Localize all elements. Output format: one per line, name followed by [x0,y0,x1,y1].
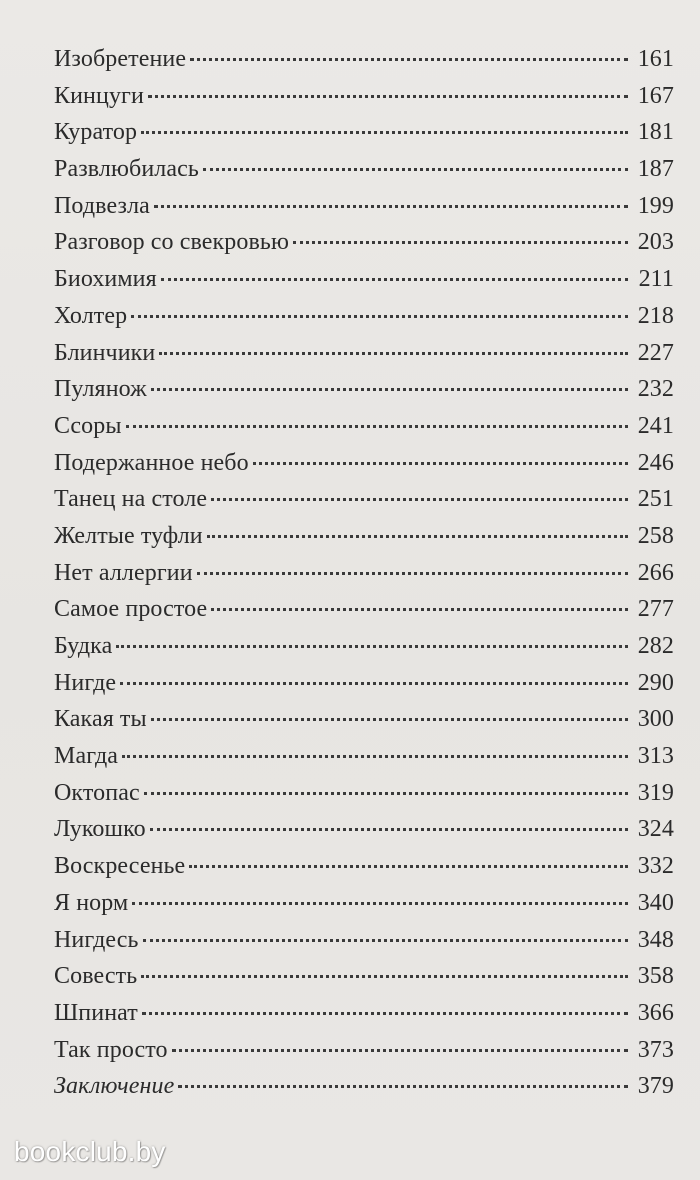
toc-entry [54,83,674,120]
toc-entry-title: Будка [54,633,113,659]
toc-entry [54,266,674,303]
toc-entry-title: Нет аллергии [54,559,193,586]
toc-entry-title: Так просто [54,1036,168,1063]
toc-entry [54,670,674,707]
toc-entry-page-number: 282 [637,633,674,659]
toc-entry-title: Желтые туфли [54,522,203,549]
toc-leader-dots [141,131,628,134]
toc-leader-dots [132,902,628,905]
toc-entry-title: Куратор [54,119,138,146]
toc-entry-title: Холтер [54,302,128,329]
toc-entry [54,413,674,450]
toc-entry-title: Кинцуги [54,82,144,109]
toc-entry-page-number: 167 [637,82,674,109]
toc-leader-dots [143,939,628,942]
toc-leader-dots [211,608,628,611]
toc-entry-page-number: 161 [637,46,674,72]
toc-leader-dots [197,572,628,575]
toc-leader-dots [154,205,628,208]
toc-entry-title: Биохимия [54,266,157,293]
table-of-contents [54,46,674,1110]
toc-entry-page-number: 313 [637,743,674,770]
toc-entry [54,706,674,743]
toc-entry [54,780,674,817]
toc-entry-page-number: 232 [637,376,674,403]
toc-leader-dots [150,828,628,831]
toc-entry-title: Октопас [54,779,140,806]
toc-entry [54,523,674,560]
toc-leader-dots [253,462,628,465]
toc-entry-page-number: 266 [637,559,674,586]
toc-entry-page-number: 246 [637,449,674,476]
toc-entry [54,596,674,633]
toc-entry [54,743,674,780]
toc-entry-page-number: 358 [637,963,674,990]
toc-entry-page-number: 300 [637,706,674,733]
toc-entry-title: Совесть [54,963,138,990]
toc-entry-title: Пулянож [54,376,147,403]
toc-entry-title: Лукошко [54,816,146,843]
toc-entry [54,193,674,230]
toc-leader-dots [116,645,628,648]
watermark: bookclub.by [14,1136,166,1167]
toc-leader-dots [178,1085,628,1088]
toc-entry [54,633,674,670]
toc-leader-dots [131,315,628,318]
toc-leader-dots [172,1049,628,1052]
toc-entry-page-number: 319 [637,779,674,806]
toc-entry-title: Блинчики [54,339,156,366]
toc-entry-title: Подержанное небо [54,449,249,476]
toc-entry-page-number: 211 [638,266,674,293]
toc-entry [54,890,674,927]
toc-entry-page-number: 277 [637,596,674,623]
toc-entry-title: Нигдесь [54,926,139,953]
toc-entry-page-number: 379 [637,1073,674,1100]
toc-leader-dots [211,498,628,501]
toc-leader-dots [142,1012,628,1015]
toc-leader-dots [148,95,628,98]
toc-entry [54,303,674,340]
toc-leader-dots [190,58,628,61]
toc-entry-title: Самое простое [54,596,208,623]
toc-entry-page-number: 199 [637,192,674,219]
toc-entry-page-number: 251 [637,486,674,513]
toc-entry-title: Шпинат [54,999,138,1026]
toc-entry-page-number: 227 [637,339,674,366]
toc-leader-dots [293,241,628,244]
toc-entry-title: Развлюбилась [54,156,199,183]
toc-entry-title: Заключение [54,1073,175,1100]
toc-entry-title: Танец на столе [54,486,208,513]
toc-entry-page-number: 373 [637,1036,674,1063]
toc-entry-page-number: 218 [637,302,674,329]
toc-entry-title: Разговор со свекровью [54,229,290,256]
toc-leader-dots [120,682,628,685]
toc-entry [54,1073,674,1110]
toc-entry [54,46,674,83]
toc-leader-dots [189,865,628,868]
toc-entry [54,376,674,413]
toc-leader-dots [151,718,628,721]
toc-entry-page-number: 366 [637,999,674,1026]
toc-entry [54,963,674,1000]
toc-entry-title: Ссоры [54,412,122,439]
toc-entry [54,450,674,487]
toc-entry-page-number: 203 [637,229,674,256]
toc-entry-title: Воскресенье [54,853,186,880]
toc-entry [54,119,674,156]
toc-leader-dots [203,168,628,171]
toc-leader-dots [126,425,628,428]
toc-entry-title: Подвезла [54,192,150,219]
toc-entry-page-number: 241 [637,412,674,439]
toc-entry-title: Магда [54,743,119,770]
toc-leader-dots [141,975,628,978]
toc-leader-dots [159,352,628,355]
toc-entry [54,229,674,266]
toc-entry-page-number: 290 [637,669,674,696]
toc-entry-title: Нигде [54,669,117,696]
toc-entry [54,816,674,853]
toc-entry-title: Какая ты [54,706,147,733]
toc-entry [54,1000,674,1037]
toc-entry-page-number: 324 [637,816,674,843]
toc-entry-title: Изобретение [54,46,187,72]
toc-entry-page-number: 258 [637,522,674,549]
toc-entry [54,156,674,193]
toc-leader-dots [151,388,628,391]
toc-entry-title: Я норм [54,889,129,916]
toc-leader-dots [144,792,628,795]
toc-leader-dots [122,755,628,758]
toc-leader-dots [161,278,628,281]
toc-entry [54,486,674,523]
toc-entry-page-number: 181 [637,119,674,146]
toc-entry [54,560,674,597]
toc-entry [54,340,674,377]
toc-entry [54,1037,674,1074]
toc-entry [54,853,674,890]
toc-entry-page-number: 187 [637,156,674,183]
toc-entry-page-number: 332 [637,853,674,880]
toc-entry-page-number: 340 [637,889,674,916]
toc-entry [54,927,674,964]
toc-entry-page-number: 348 [637,926,674,953]
toc-leader-dots [207,535,628,538]
